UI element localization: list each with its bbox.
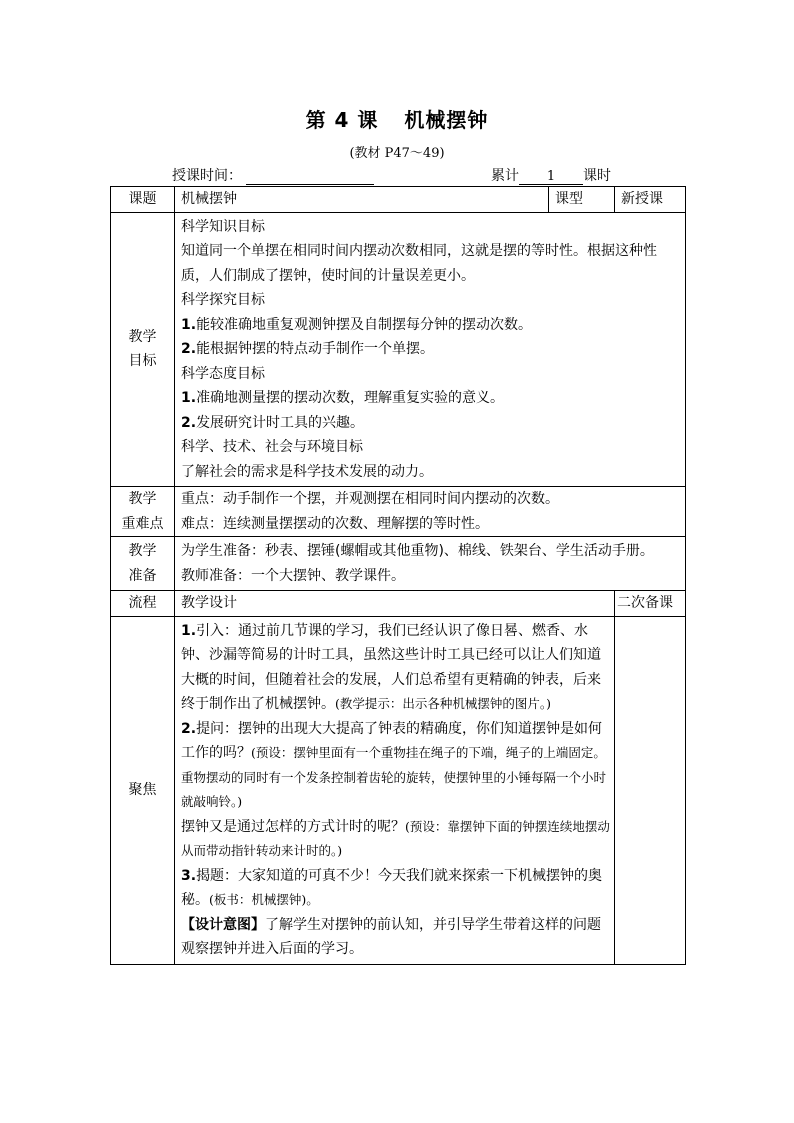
goal-line: 知道同一个单摆在相同时间内摆动次数相同，这就是摆的等时性。根据这种性质，人们制成了摆钟，使时间的计量误差更小。	[181, 243, 657, 284]
type-value: 新授课	[615, 187, 686, 213]
focus-content	[175, 616, 615, 964]
keypoints-content	[175, 487, 686, 537]
goal-line: 1.准确地测量摆的摆动次数，理解重复实验的意义。	[181, 390, 505, 406]
preset-answer-2: (预设：靠摆钟下面的钟摆连续地摆动从而带动指针转动来计时的。)	[181, 818, 610, 858]
prep-label: 教学 准备	[111, 537, 175, 591]
goal-line: 科学知识目标	[181, 218, 265, 235]
lesson-number: 第 4 课	[305, 108, 379, 132]
class-time-label: 授课时间：	[172, 168, 242, 184]
type-label: 课型	[549, 187, 615, 213]
total-unit: 课时	[583, 168, 611, 184]
teaching-hint: (教学提示：出示各种机械摆钟的图片。)	[335, 696, 552, 711]
goal-line: 了解社会的需求是科学技术发展的动力。	[181, 463, 433, 480]
total-periods	[491, 165, 611, 185]
class-time-blank[interactable]	[246, 170, 374, 185]
goal-line: 科学探究目标	[181, 292, 265, 308]
lesson-title	[0, 104, 794, 133]
goal-line: 科学、技术、社会与环境目标	[181, 439, 363, 455]
topic-label: 课题	[111, 187, 175, 213]
focus-row	[111, 616, 686, 964]
flow-label: 流程	[111, 591, 175, 617]
lesson-plan-table	[110, 186, 686, 965]
second-prep-header: 二次备课	[615, 591, 686, 617]
second-prep-cell[interactable]	[615, 616, 686, 964]
goal-line: 2.发展研究计时工具的兴趣。	[181, 414, 365, 431]
goals-label: 教学 目标	[111, 212, 175, 487]
teacher-prep: 教师准备：一个大摆钟、教学课件。	[181, 567, 405, 584]
goal-line: 2.能根据钟摆的特点动手制作一个单摆。	[181, 341, 435, 357]
focus-question: 2.提问：摆钟的出现大大提高了钟表的精确度，你们知道摆钟是如何工作的吗？(预设：摆钟里面有一个重物挂在绳子的下端，绳子的上端固定。重物摆动的同时有一个发条控制着齿轮的旋转，使摆钟里的小锤每隔一个小时就敲响铃。)	[181, 720, 607, 809]
keypoints-label: 教学 重难点	[111, 487, 175, 537]
goal-line: 科学态度目标	[181, 365, 265, 382]
total-label: 累计	[491, 168, 519, 184]
focus-label: 聚焦	[111, 616, 175, 964]
focus-reveal: 3.揭题：大家知道的可真不少！今天我们就来探索一下机械摆钟的奥秘。(板书：机械摆钟)。	[181, 867, 603, 908]
preset-answer: (预设：摆钟里面有一个重物挂在绳子的下端，绳子的上端固定。重物摆动的同时有一个发条控制着齿轮的旋转，使摆钟里的小锤每隔一个小时就敲响铃。)	[181, 745, 607, 809]
board-note: (板书：机械摆钟)。	[209, 892, 319, 907]
goal-line: 1.能较准确地重复观测钟摆及自制摆每分钟的摆动次数。	[181, 316, 533, 333]
class-time	[172, 165, 374, 185]
keypoints-row	[111, 487, 686, 537]
focus-intro: 1.引入：通过前几节课的学习，我们已经认识了像日晷、燃香、水钟、沙漏等简易的计时工具，虽然这些计时工具已经可以让人们知道大概的时间，但随着社会的发展，人们总希望有更精确的钟表，后来终于制作出了机械摆钟。(教学提示：出示各种机械摆钟的图片。)	[181, 622, 601, 712]
topic-value: 机械摆钟	[175, 187, 549, 213]
design-intent: 【设计意图】了解学生对摆钟的前认知，并引导学生带着这样的问题观察摆钟并进入后面的学习。	[181, 916, 601, 957]
key-point: 重点：动手制作一个摆，并观测摆在相同时间内摆动的次数。	[181, 491, 559, 507]
design-header: 教学设计	[175, 591, 615, 617]
prep-row	[111, 537, 686, 591]
goals-row	[111, 212, 686, 487]
topic-row	[111, 187, 686, 213]
total-value: 1	[519, 169, 583, 185]
student-prep: 为学生准备：秒表、摆锤(螺帽或其他重物)、棉线、铁架台、学生活动手册。	[181, 543, 654, 559]
textbook-pages: (教材 P47～49)	[349, 146, 445, 161]
lesson-name: 机械摆钟	[404, 108, 489, 132]
goals-content	[175, 212, 686, 487]
focus-question-2: 摆钟又是通过怎样的方式计时的呢？(预设：靠摆钟下面的钟摆连续地摆动从而带动指针转动来计时的。)	[181, 818, 610, 858]
flow-header-row	[111, 591, 686, 617]
prep-content	[175, 537, 686, 591]
difficult-point: 难点：连续测量摆摆动的次数、理解摆的等时性。	[181, 515, 489, 532]
